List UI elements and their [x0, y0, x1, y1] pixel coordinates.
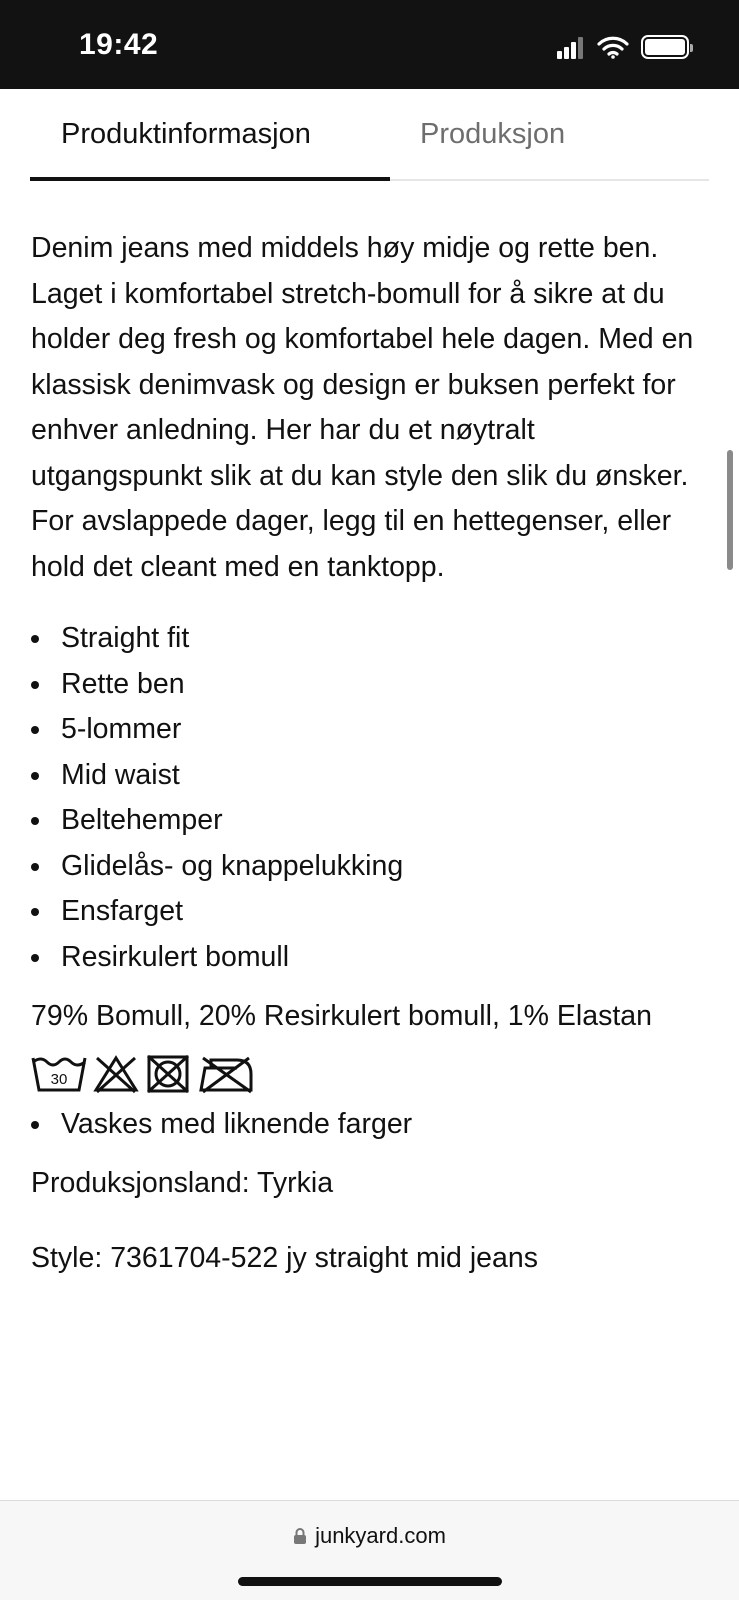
wash-30-icon: [31, 1054, 87, 1094]
cellular-signal-icon: [557, 35, 585, 59]
status-icons: [557, 34, 689, 60]
scrollbar[interactable]: [727, 450, 733, 570]
list-item: Resirkulert bomull: [31, 935, 711, 981]
battery-icon: [641, 35, 689, 59]
list-item: Ensfarget: [31, 889, 711, 935]
tab-produktinformasjon[interactable]: Produktinformasjon: [61, 118, 311, 150]
wash-temperature-label: 30: [50, 1070, 68, 1088]
list-item: 5-lommer: [31, 707, 711, 753]
url-text: junkyard.com: [315, 1523, 446, 1548]
feature-list: [31, 616, 711, 980]
list-item: Glidelås- og knappelukking: [31, 844, 711, 890]
wifi-icon: [597, 35, 629, 59]
list-item: Vaskes med liknende farger: [31, 1102, 711, 1148]
list-item: Mid waist: [31, 753, 711, 799]
list-item: Rette ben: [31, 662, 711, 708]
tab-produksjon[interactable]: Produksjon: [420, 118, 566, 150]
care-instructions: [31, 1102, 711, 1148]
product-description: Denim jeans med middels høy midje og rette ben. Laget i komfortabel stretch-bomull for å sikre at du holder deg fresh og komfortabel hele dagen. Med en klassisk denimvask og design er buksen perfekt for enhver anledning. Her har du et nøytralt utgangspunkt slik at du kan style den slik du ønsker. For avslappede dager, legg til en hettegenser, eller hold det cleant med en tanktopp.: [31, 232, 694, 583]
browser-address-bar: [0, 1500, 739, 1600]
product-tabs: [30, 89, 709, 181]
lock-icon: [293, 1527, 307, 1545]
home-indicator[interactable]: [238, 1577, 502, 1586]
list-item: Straight fit: [31, 616, 711, 662]
material-composition: 79% Bomull, 20% Resirkulert bomull, 1% Elastan: [31, 1000, 652, 1032]
active-tab-indicator: [30, 177, 390, 181]
product-information-panel: [31, 226, 711, 1281]
care-symbols: [31, 1052, 711, 1096]
status-time: 19:42: [79, 28, 159, 61]
no-iron-icon: [197, 1054, 255, 1094]
list-item: Beltehemper: [31, 798, 711, 844]
style-number: Style: 7361704-522 jy straight mid jeans: [31, 1241, 538, 1274]
no-bleach-icon: [93, 1054, 139, 1094]
url-display[interactable]: [0, 1523, 739, 1549]
no-tumble-dry-icon: [145, 1054, 191, 1094]
status-bar: [0, 0, 739, 89]
production-country: Produksjonsland: Tyrkia: [31, 1167, 334, 1199]
